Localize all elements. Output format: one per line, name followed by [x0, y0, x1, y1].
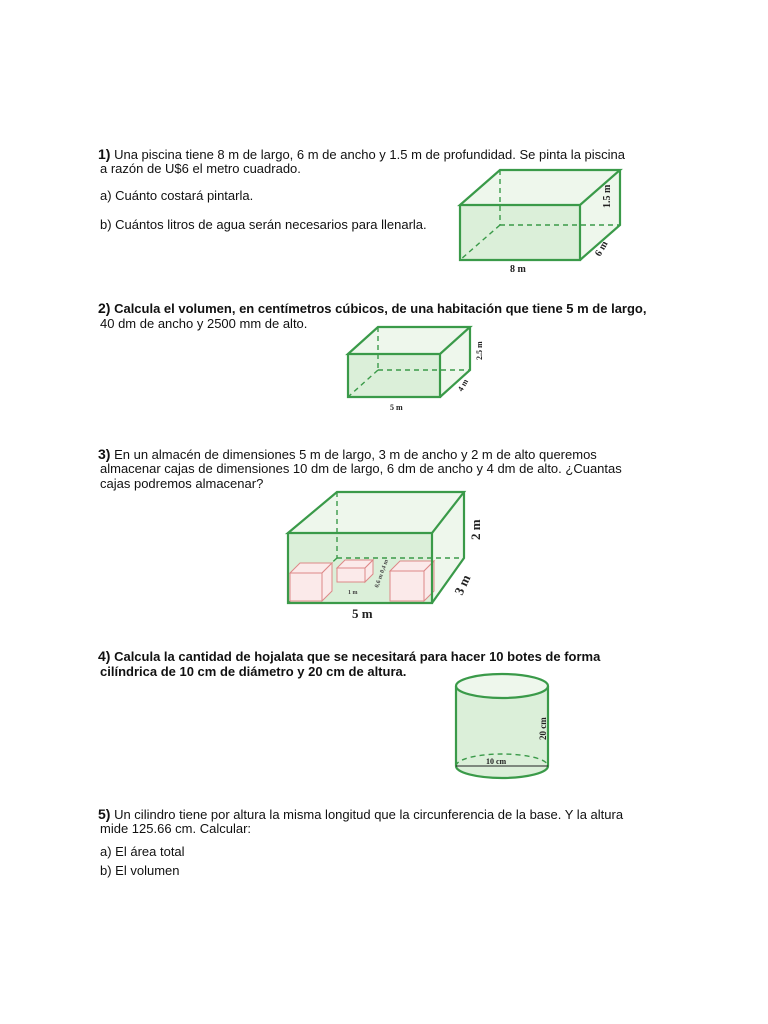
problem-3-line-2: almacenar cajas de dimensiones 10 dm de largo, 6 dm de ancho y 4 dm de alto. ¿Cuantas: [100, 461, 622, 476]
warehouse-figure: [282, 488, 492, 623]
warehouse-length-label: 5 m: [352, 606, 373, 621]
storage-box-1: [290, 563, 332, 601]
problem-1-line-2: a razón de U$6 el metro cuadrado.: [100, 161, 301, 176]
warehouse-width-label: 3 m: [451, 572, 474, 598]
problem-2-number: 2): [98, 300, 111, 316]
room-prism-figure: [340, 322, 490, 417]
problem-3-line-3: cajas podremos almacenar?: [100, 476, 264, 491]
storage-box-2: [337, 560, 373, 582]
pool-length-label: 8 m: [510, 264, 526, 275]
problem-2-line-2: 40 dm de ancho y 2500 mm de alto.: [100, 316, 308, 331]
problem-4-line-2: cilíndrica de 10 cm de diámetro y 20 cm de altura.: [100, 664, 407, 679]
pool-prism-figure: [450, 160, 625, 280]
storage-box-3: [390, 561, 434, 601]
room-height-label: 2.5 m: [475, 341, 484, 360]
problem-5-item-a: a) El área total: [100, 844, 185, 859]
cylinder-height-label: 20 cm: [538, 717, 548, 740]
problem-2-text: [98, 300, 647, 317]
problem-5-line-2: mide 125.66 cm. Calcular:: [100, 821, 252, 836]
problem-3-number: 3): [98, 446, 111, 462]
problem-1-number: 1): [98, 146, 111, 162]
problem-1-item-a: a) Cuánto costará pintarla.: [100, 188, 254, 203]
box-length-label: 1 m: [348, 590, 358, 596]
cylinder-figure: [448, 668, 558, 786]
warehouse-height-label: 2 m: [468, 519, 483, 540]
problem-5-number: 5): [98, 806, 111, 822]
problem-1-line-1: Una piscina tiene 8 m de largo, 6 m de ancho y 1.5 m de profundidad. Se pinta la piscina: [114, 147, 626, 162]
problem-5-item-b: b) El volumen: [100, 863, 180, 878]
pool-height-label: 1.5 m: [602, 184, 613, 208]
problem-4-line-1: Calcula la cantidad de hojalata que se necesitará para hacer 10 botes de forma: [114, 649, 601, 664]
cylinder-diameter-label: 10 cm: [486, 757, 507, 766]
problem-3-line-1: En un almacén de dimensiones 5 m de largo, 3 m de ancho y 2 m de alto queremos: [114, 447, 597, 462]
room-width-label: 4 m: [455, 377, 471, 393]
problem-1-item-b: b) Cuántos litros de agua serán necesarios para llenarla.: [100, 217, 427, 232]
box-dims-label: 0,6 m 0,4 m: [374, 558, 390, 589]
problem-5-line-1: Un cilindro tiene por altura la misma longitud que la circunferencia de la base. Y la altura: [114, 807, 624, 822]
pool-width-label: 6 m: [593, 239, 611, 259]
room-length-label: 5 m: [390, 403, 403, 412]
problem-4-number: 4): [98, 648, 111, 664]
problem-4-text: [98, 648, 600, 665]
problem-2-line-1: Calcula el volumen, en centímetros cúbicos, de una habitación que tiene 5 m de largo,: [114, 301, 647, 316]
